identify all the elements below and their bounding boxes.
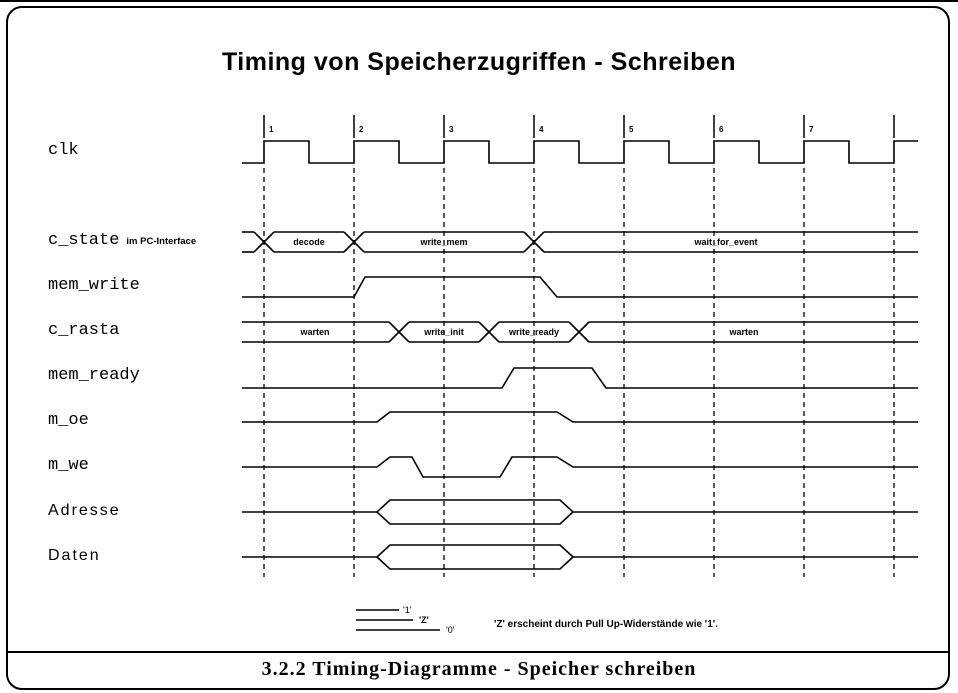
signal-label-m_oe (48, 411, 89, 430)
page-title: Timing von Speicherzugriffen - Schreiben (221, 48, 737, 76)
waveform-clk (242, 141, 918, 163)
bus-state-label-c_rasta: write_init (424, 327, 464, 337)
waveform-daten (242, 545, 918, 557)
signal-name-text: c_state (48, 231, 120, 250)
signal-name-text: m_we (48, 456, 89, 475)
bus-state-label-c_state: decode (293, 237, 325, 247)
waveform-daten (377, 557, 573, 569)
signal-name-text: mem_ready (48, 366, 140, 385)
signal-label-mem_ready (48, 366, 140, 385)
signal-label-adresse (48, 502, 121, 520)
signal-label-daten (48, 547, 101, 565)
bus-state-label-c_rasta: warten (729, 327, 759, 337)
signal-label-c_state (48, 231, 196, 250)
waveform-adresse (377, 512, 573, 524)
signal-name-text: Daten (48, 547, 101, 564)
footer-title: 3.2.2 Timing-Diagramme - Speicher schreiben (261, 658, 697, 680)
signal-label-mem_write (48, 276, 140, 295)
bus-state-label-c_state: write_mem (420, 237, 468, 247)
bus-state-label-c_state: wait_for_event (694, 237, 758, 247)
signal-sublabel-text: im PC-Interface (126, 236, 197, 247)
signal-name-text: clk (48, 141, 79, 160)
signal-label-m_we (48, 456, 89, 475)
bus-state-label-c_rasta: write_ready (508, 327, 560, 337)
waveform-mem_write (242, 277, 918, 297)
signal-name-text: Adresse (48, 502, 121, 519)
clock-tick-number: 7 (809, 125, 814, 134)
signal-name-text: m_oe (48, 411, 89, 430)
clock-tick-number: 4 (539, 125, 544, 134)
clock-tick-number: 1 (269, 125, 274, 134)
bus-state-label-c_rasta: warten (300, 327, 330, 337)
signal-name-text: c_rasta (48, 321, 120, 340)
legend-level-label: '1' (403, 605, 412, 615)
legend-level-label: 'Z' (419, 615, 429, 625)
signal-label-c_rasta (48, 321, 119, 340)
waveform-adresse (242, 500, 918, 512)
clock-tick-number: 6 (719, 125, 724, 134)
clock-tick-number: 5 (629, 125, 634, 134)
signal-label-clk (48, 141, 79, 160)
waveform-m_we (242, 457, 918, 477)
signal-name-text: mem_write (48, 276, 140, 295)
legend-level-label: '0' (446, 625, 455, 635)
waveform-m_oe (242, 412, 918, 422)
legend-note: 'Z' erscheint durch Pull Up-Widerstände wie '1'. (494, 619, 718, 630)
waveform-mem_ready (242, 368, 918, 388)
clock-tick-number: 3 (449, 125, 454, 134)
clock-tick-number: 2 (359, 125, 364, 134)
